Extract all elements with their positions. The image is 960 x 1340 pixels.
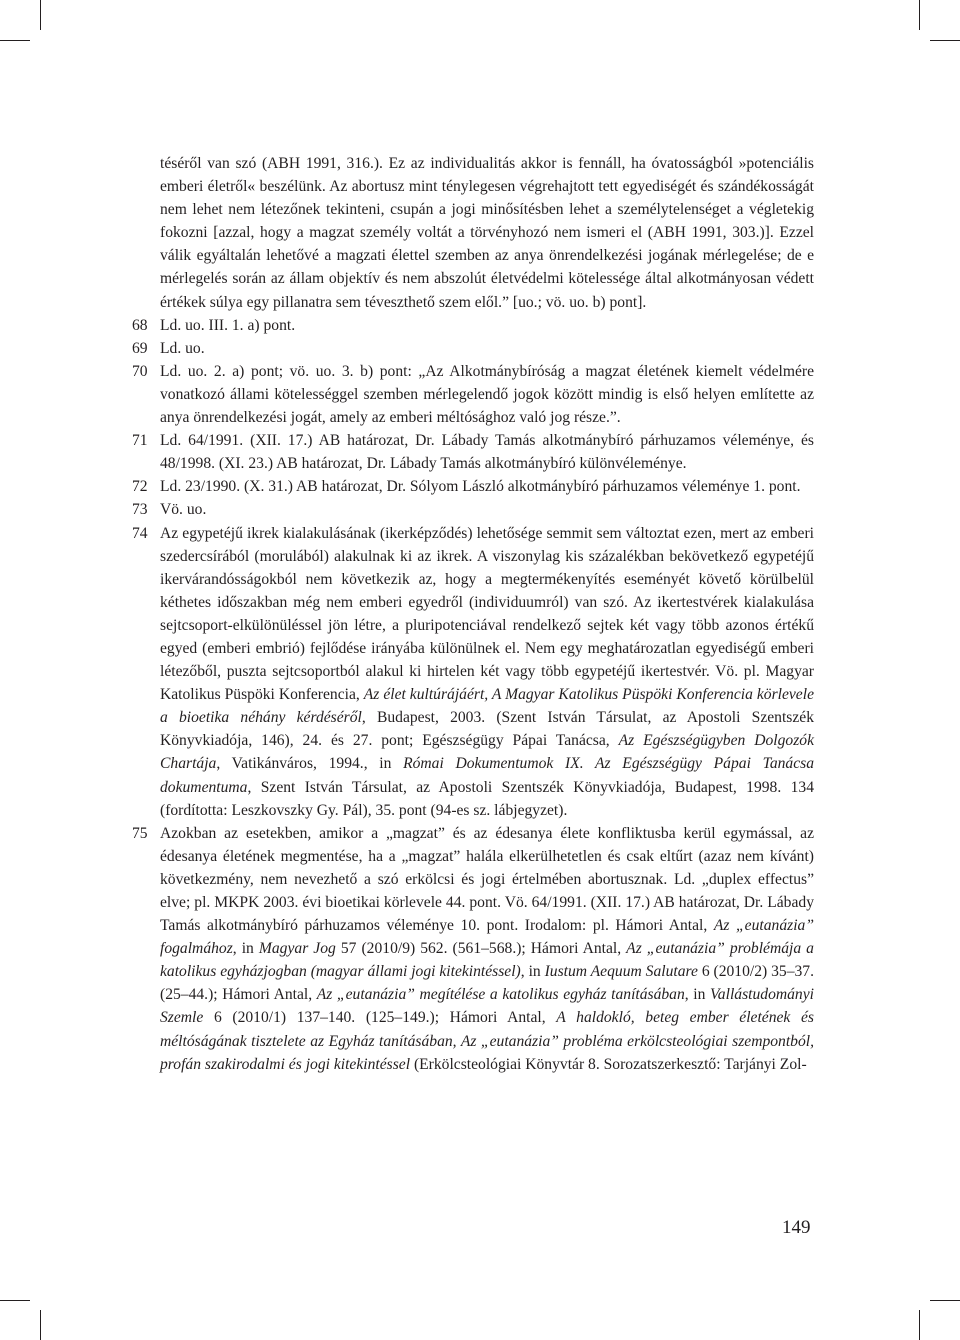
footnote-number: 74	[132, 524, 148, 542]
page-body	[128, 152, 814, 1076]
crop-mark-bottom-left-horizontal	[0, 1300, 30, 1301]
italic-title: Az élet kultúrájáért, A Magyar Katolikus Püspöki Konferencia körlevele a bioetika néhány kérdéséről	[160, 686, 814, 727]
italic-title: Magyar Jog	[258, 940, 336, 958]
crop-mark-top-right-horizontal	[930, 40, 960, 41]
footnote-number: 73	[132, 501, 148, 519]
footnote-number: 71	[132, 432, 148, 450]
footnote-74	[128, 522, 814, 822]
italic-title: Az „eutanázia” fogalmához	[160, 917, 814, 958]
text-segment: , Vatikánváros, 1994., in	[216, 755, 404, 773]
footnote-75	[128, 822, 814, 1076]
footnote-text	[160, 822, 814, 1076]
footnote-text: Ld. uo.	[160, 339, 205, 357]
text-segment: (Erkölcsteológiai Könyvtár 8. Sorozatszerkesztő: Tarjányi Zol-	[410, 1055, 807, 1073]
footnote-continuation: téséről van szó (ABH 1991, 316.). Ez az individualitás akkor is fennáll, ha óvatosságból »potenciális emberi életről« beszélünk. Az abortusz mint ténylegesen végrehajtott tett egyediségét és szándékosságát nem lehet nem létezőnek tekinteni, csupán a jogi minősítésben lehet a személytelenséget a végletekig fokozni [azzal, hogy a magzat személy voltát a törvényhozó nem ismeri el (ABH 1991, 303.)]. Ezzel válik egyáltalán lehetővé a magzati élettel szemben az anya önrendelkezési jogának mérlegelése; de e mérlegelés során az állam objektív és nem abszolút életvédelmi kötelessége által alkotmányosan védett értékek súlya egy pillanatra sem téveszthető szem elől.” [uo.; vö. uo. b) pont].	[160, 155, 814, 311]
footnote-73	[128, 498, 814, 521]
footnote-72	[128, 475, 814, 498]
footnote-text: Ld. 23/1990. (X. 31.) AB határozat, Dr. Sólyom László alkotmánybíró párhuzamos véleménye 1. pont.	[160, 478, 801, 496]
italic-title: Iustum Aequum Salutare	[544, 963, 698, 981]
text-segment: Az egypetéjű ikrek kialakulásának (ikerképződés) lehetősége semmit sem változtat ezen, mert az emberi szedercsírából (morulából) alakulnak ki az ikrek. A viszonylag kis százalékban bekövetkező egypetéjű ikervárandósságokból nem következik az, hogy a megtermékenyítés eseményét követő körülbelül kéthetes időszakban még nem emberi egyedről (individuumról) van szó. Az ikertestvérek kialakulása sejtcsoport-elkülönüléssel jön létre, a pluripotenciával rendelkező sejtek két vagy több azonos értékű egyed (emberi embrió) fejlődése irányába különülnek el. Nem egy meghatározatlan egyediségű emberi létezőből, puszta sejtcsoportból alakul ki hirtelen két vagy több egypetéjű ikertestvér. Vö. pl. Magyar Katolikus Püspöki Konferencia,	[160, 524, 814, 704]
crop-mark-bottom-right-vertical	[919, 1310, 920, 1340]
crop-mark-top-right-vertical	[919, 0, 920, 30]
crop-mark-bottom-left-vertical	[40, 1310, 41, 1340]
text-segment: 6 (2010/1) 137–140. (125–149.); Hámori Antal,	[203, 1009, 557, 1027]
italic-title: Római Dokumentumok IX. Az Egészségügy Pápai Tanácsa dokumentuma	[160, 755, 814, 796]
footnote-70	[128, 360, 814, 429]
footnote-text	[160, 522, 814, 822]
footnote-number: 68	[132, 316, 148, 334]
footnote-number: 70	[132, 362, 148, 380]
footnote-69	[128, 337, 814, 360]
text-segment: , Budapest, 2003. (Szent István Társulat, az Apostoli Szentszék Könyvkiadója, 146), 24. és 27. pont; Egészségügy Pápai Tanácsa,	[160, 709, 815, 750]
italic-title: A haldokló, beteg ember életének és méltóságának tisztelete az Egyház tanításában, Az „eutanázia” probléma erkölcsteológiai szempontból, profán szakirodalmi és jogi kitekintéssel	[160, 1009, 814, 1073]
footnotes-list	[128, 314, 814, 1076]
text-segment: 57 (2010/9) 562. (561–568.); Hámori Antal,	[335, 940, 627, 958]
text-segment: , Szent István Társulat, az Apostoli Szentszék Könyvkiadója, Budapest, 1998. 134 (fordította: Leszkovszky Gy. Pál), 35. pont (94-es sz. lábjegyzet).	[160, 778, 814, 819]
footnote-68	[128, 314, 814, 337]
crop-mark-bottom-right-horizontal	[930, 1300, 960, 1301]
footnote-text: Ld. 64/1991. (XII. 17.) AB határozat, Dr. Lábady Tamás alkotmánybíró párhuzamos véleménye, és 48/1998. (XI. 23.) AB határozat, Dr. Lábady Tamás alkotmánybíró különvéleménye.	[160, 432, 814, 473]
footnote-text: Vö. uo.	[160, 501, 207, 519]
italic-title: Vallástudományi Szemle	[160, 986, 814, 1027]
text-segment: , in	[520, 963, 545, 981]
italic-title: Az „eutanázia” megítélése a katolikus egyház tanításában	[316, 986, 685, 1004]
footnote-text: Ld. uo. III. 1. a) pont.	[160, 316, 296, 334]
text-segment: , in	[684, 986, 711, 1004]
italic-title: Az „eutanázia” problémája a katolikus egyházjogban (magyar állami jogi kitekintéssel)	[160, 940, 814, 981]
text-segment: Azokban az esetekben, amikor a „magzat” és az édesanya élete konfliktusba kerül egymással, az édesanya életének megmentése, ha a „magzat” halála elkerülhetetlen és csak eltűrt (azaz nem kívánt) következmény, nem nevezhető a szó erkölcsi és jogi értelmében abortusznak. Ld. „duplex effectus” elve; pl. MKPK 2003. évi bioetikai körlevele 44. pont. Vö. 64/1991. (XII. 17.) AB határozat, Dr. Lábady Tamás alkotmánybíró párhuzamos véleménye 10. pont. Irodalom: pl. Hámori Antal,	[160, 824, 814, 935]
text-segment: , in	[232, 940, 259, 958]
crop-mark-top-left-horizontal	[0, 40, 30, 41]
footnote-text: Ld. uo. 2. a) pont; vö. uo. 3. b) pont: „Az Alkotmánybíróság a magzat életének kiemelt védelmére vonatkozó állami kötelességgel szemben mérlegelendő jogok között mindig is első helyen említette az anya önrendelkezési jogát, amely az emberi méltósághoz való jog része.”.	[160, 362, 814, 427]
page-number: 149	[782, 1217, 811, 1238]
crop-mark-top-left-vertical	[40, 0, 41, 30]
footnote-71	[128, 429, 814, 475]
footnote-number: 69	[132, 339, 148, 357]
footnote-number: 75	[132, 824, 148, 842]
italic-title: Az Egészségügyben Dolgozók Chartája	[160, 732, 814, 773]
footnote-number: 72	[132, 478, 148, 496]
text-segment: 6 (2010/2) 35–37. (25–44.); Hámori Antal,	[160, 963, 814, 1004]
